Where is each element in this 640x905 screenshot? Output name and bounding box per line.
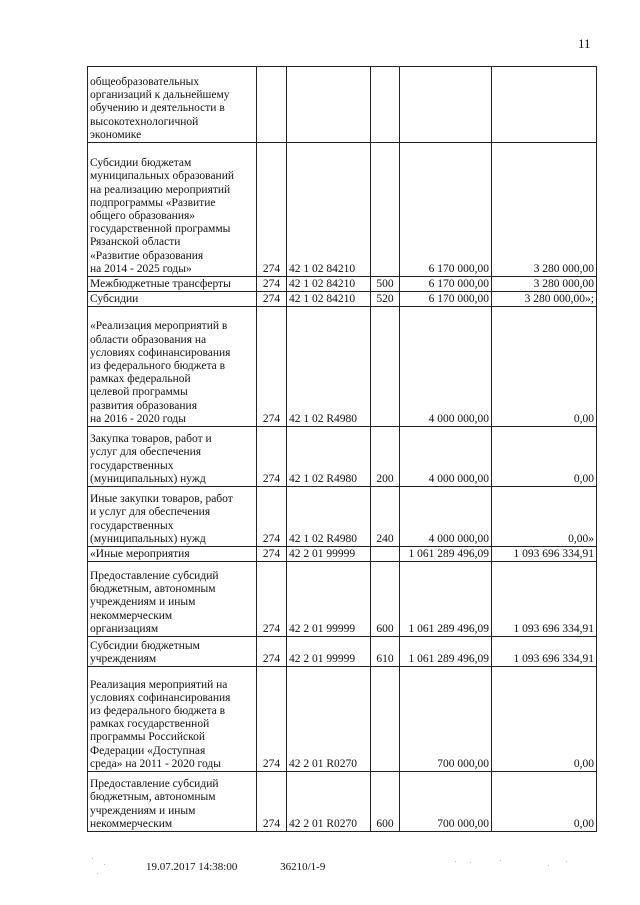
amount-year2-cell: 0,00 xyxy=(492,307,597,427)
row-name-cell: общеобразовательных организаций к дальнейшему обучению и деятельности в высокотехнологичной экономике xyxy=(88,67,257,143)
row-name-cell: Закупка товаров, работ и услуг для обеспечения государственных (муниципальных) нужд xyxy=(88,427,257,487)
target-article-cell: 42 2 01 R0270 xyxy=(287,772,371,832)
department-code-cell: 274 xyxy=(257,487,287,547)
row-name-cell: Субсидии бюджетам муниципальных образований на реализацию мероприятий подпрограммы «Развитие общего образования» государственной программы Рязанской области «Развитие образования на 2014 - 2025 годы» xyxy=(88,143,257,277)
amount-year1-cell: 4 000 000,00 xyxy=(400,307,492,427)
amount-year1-cell: 6 170 000,00 xyxy=(400,277,492,292)
target-article-cell: 42 2 01 99999 xyxy=(287,637,371,667)
amount-year2-cell: 1 093 696 334,91 xyxy=(492,637,597,667)
target-article-cell: 42 1 02 84210 xyxy=(287,143,371,277)
expense-type-cell xyxy=(371,143,400,277)
scan-speck xyxy=(97,873,98,874)
department-code-cell: 274 xyxy=(257,427,287,487)
expense-type-cell xyxy=(371,67,400,143)
amount-year2-cell: 3 280 000,00 xyxy=(492,277,597,292)
expense-type-cell: 240 xyxy=(371,487,400,547)
table-row xyxy=(88,307,597,427)
amount-year1-cell: 6 170 000,00 xyxy=(400,292,492,307)
table-row xyxy=(88,772,597,832)
expense-type-cell: 600 xyxy=(371,772,400,832)
department-code-cell: 274 xyxy=(257,562,287,637)
expense-type-cell xyxy=(371,547,400,562)
target-article-cell: 42 2 01 99999 xyxy=(287,562,371,637)
amount-year1-cell: 1 061 289 496,09 xyxy=(400,547,492,562)
row-name-cell: Субсидии бюджетным учреждениям xyxy=(88,637,257,667)
scan-speck xyxy=(470,862,471,863)
target-article-cell: 42 2 01 99999 xyxy=(287,547,371,562)
amount-year2-cell: 3 280 000,00»; xyxy=(492,292,597,307)
target-article-cell: 42 1 02 R4980 xyxy=(287,427,371,487)
footer-timestamp: 19.07.2017 14:38:00 xyxy=(146,861,238,873)
row-name-cell: «Реализация мероприятий в области образования на условиях софинансирования из федерального бюджета в рамках федеральной целевой программы развития образования на 2016 - 2020 годы xyxy=(88,307,257,427)
expense-type-cell xyxy=(371,307,400,427)
target-article-cell: 42 2 01 R0270 xyxy=(287,667,371,772)
table-row xyxy=(88,277,597,292)
table-row xyxy=(88,667,597,772)
page-number: 11 xyxy=(578,36,591,51)
amount-year2-cell: 0,00» xyxy=(492,487,597,547)
table-row xyxy=(88,292,597,307)
scan-speck xyxy=(566,861,567,862)
amount-year1-cell: 6 170 000,00 xyxy=(400,143,492,277)
table-row xyxy=(88,67,597,143)
scan-speck xyxy=(92,858,93,859)
scan-speck xyxy=(455,861,456,862)
amount-year2-cell xyxy=(492,67,597,143)
expense-type-cell: 600 xyxy=(371,562,400,637)
amount-year2-cell: 1 093 696 334,91 xyxy=(492,547,597,562)
amount-year2-cell: 3 280 000,00 xyxy=(492,143,597,277)
table-row xyxy=(88,143,597,277)
expense-type-cell: 500 xyxy=(371,277,400,292)
row-name-cell: Реализация мероприятий на условиях софинансирования из федерального бюджета в рамках государственной программы Российской Федерации «Доступная среда» на 2011 - 2020 годы xyxy=(88,667,257,772)
expense-type-cell xyxy=(371,667,400,772)
department-code-cell: 274 xyxy=(257,143,287,277)
amount-year1-cell: 700 000,00 xyxy=(400,772,492,832)
amount-year1-cell xyxy=(400,67,492,143)
budget-table xyxy=(87,66,597,832)
amount-year1-cell: 4 000 000,00 xyxy=(400,427,492,487)
scan-speck xyxy=(104,864,105,865)
scan-speck xyxy=(548,865,549,866)
scan-speck xyxy=(500,860,501,861)
target-article-cell: 42 1 02 84210 xyxy=(287,277,371,292)
department-code-cell: 274 xyxy=(257,637,287,667)
target-article-cell xyxy=(287,67,371,143)
target-article-cell: 42 1 02 R4980 xyxy=(287,487,371,547)
target-article-cell: 42 1 02 R4980 xyxy=(287,307,371,427)
department-code-cell: 274 xyxy=(257,667,287,772)
amount-year2-cell: 1 093 696 334,91 xyxy=(492,562,597,637)
department-code-cell: 274 xyxy=(257,772,287,832)
amount-year1-cell: 4 000 000,00 xyxy=(400,487,492,547)
amount-year1-cell: 1 061 289 496,09 xyxy=(400,562,492,637)
page-footer xyxy=(146,861,365,873)
row-name-cell: Межбюджетные трансферты xyxy=(88,277,257,292)
expense-type-cell: 200 xyxy=(371,427,400,487)
target-article-cell: 42 1 02 84210 xyxy=(287,292,371,307)
department-code-cell: 274 xyxy=(257,292,287,307)
amount-year2-cell: 0,00 xyxy=(492,772,597,832)
table-row xyxy=(88,562,597,637)
row-name-cell: Иные закупки товаров, работ и услуг для обеспечения государственных (муниципальных) нужд xyxy=(88,487,257,547)
row-name-cell: Субсидии xyxy=(88,292,257,307)
table-row xyxy=(88,487,597,547)
expense-type-cell: 610 xyxy=(371,637,400,667)
footer-document-id: 36210/1-9 xyxy=(280,861,326,873)
department-code-cell xyxy=(257,67,287,143)
budget-table-body xyxy=(88,67,597,832)
table-row xyxy=(88,427,597,487)
amount-year1-cell: 700 000,00 xyxy=(400,667,492,772)
department-code-cell: 274 xyxy=(257,307,287,427)
amount-year1-cell: 1 061 289 496,09 xyxy=(400,637,492,667)
table-row xyxy=(88,637,597,667)
table-row xyxy=(88,547,597,562)
department-code-cell: 274 xyxy=(257,547,287,562)
expense-type-cell: 520 xyxy=(371,292,400,307)
amount-year2-cell: 0,00 xyxy=(492,667,597,772)
row-name-cell: Предоставление субсидий бюджетным, автономным учреждениям и иным некоммерческим организациям xyxy=(88,562,257,637)
amount-year2-cell: 0,00 xyxy=(492,427,597,487)
row-name-cell: Предоставление субсидий бюджетным, автономным учреждениям и иным некоммерческим xyxy=(88,772,257,832)
row-name-cell: «Иные мероприятия xyxy=(88,547,257,562)
department-code-cell: 274 xyxy=(257,277,287,292)
